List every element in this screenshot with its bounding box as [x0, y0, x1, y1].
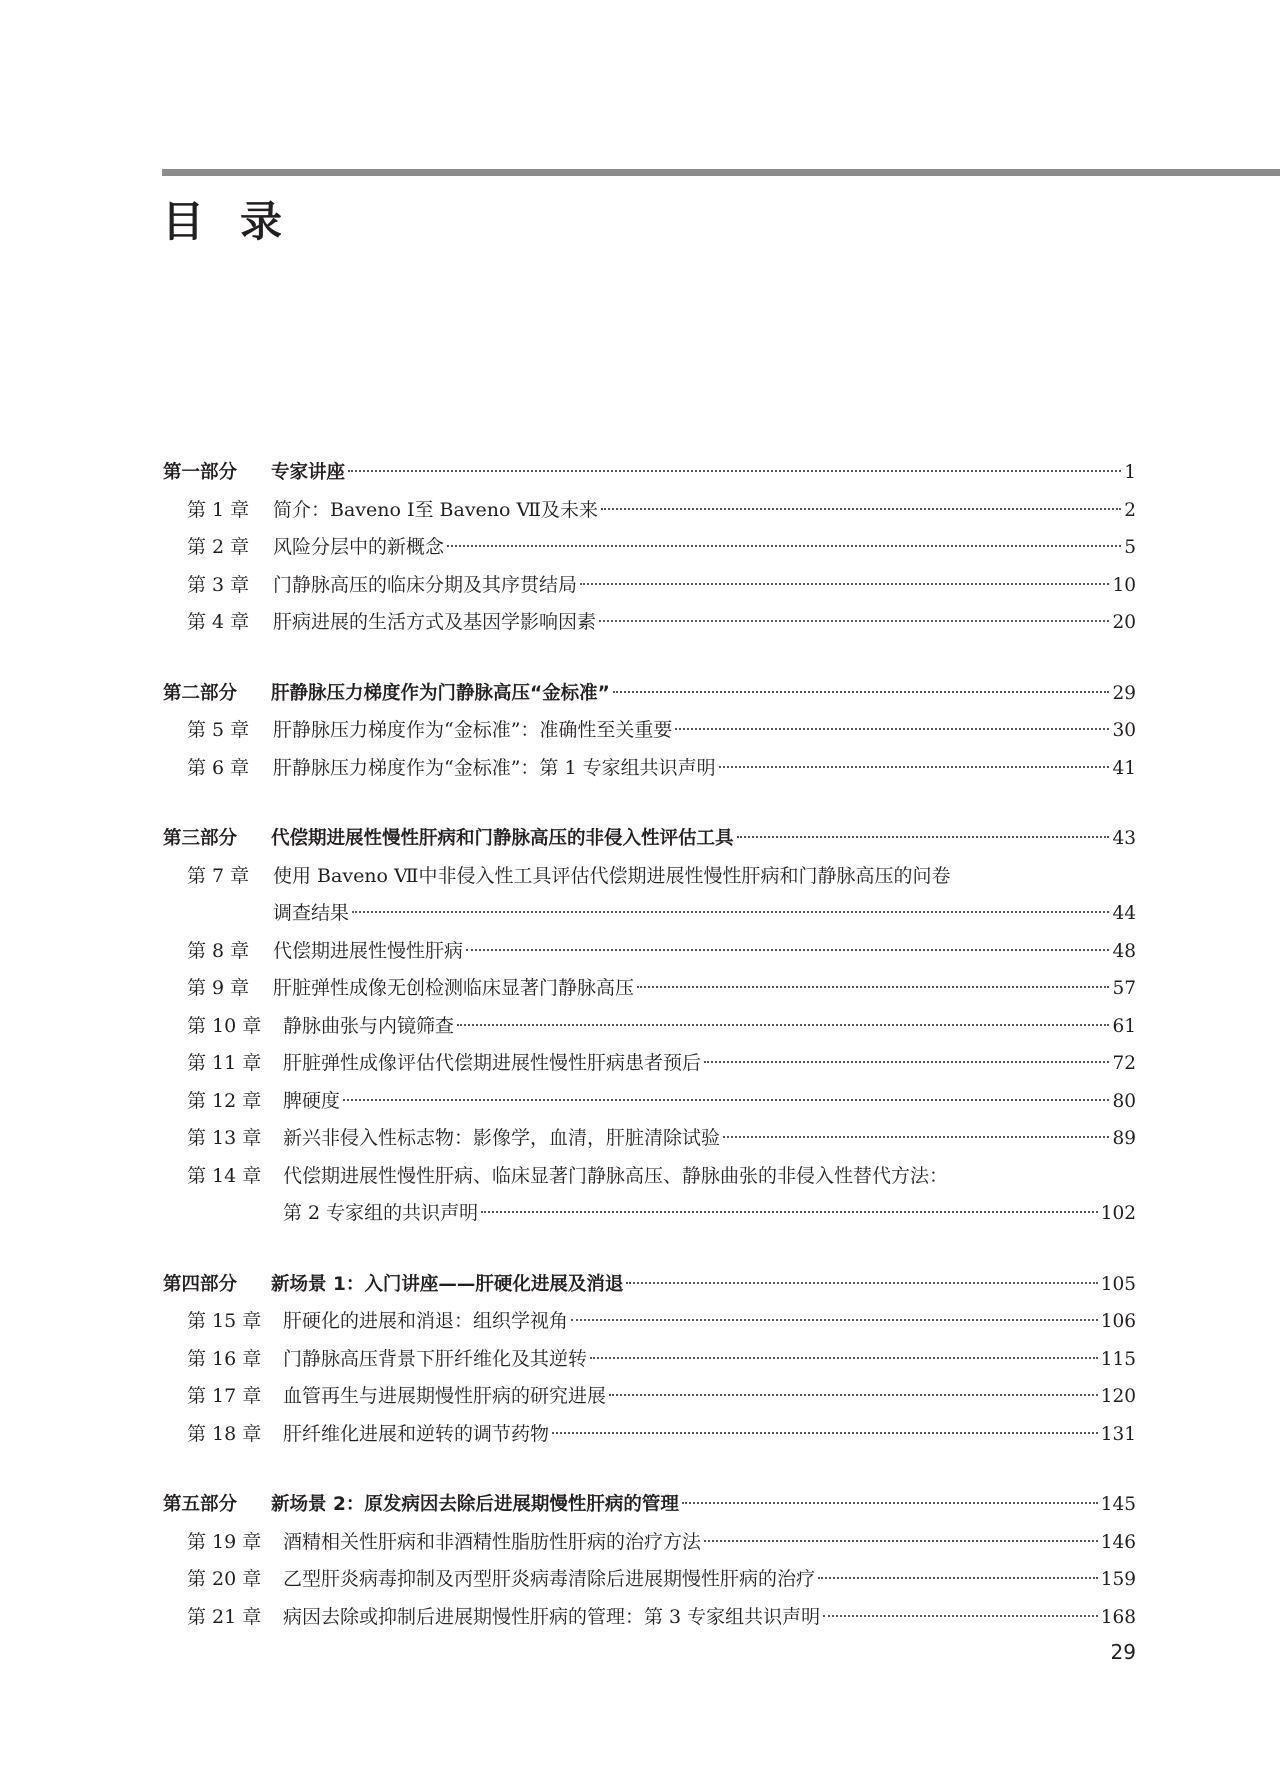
- toc-entry-page: 115: [1100, 1348, 1136, 1370]
- toc-entry-number: 第 3 章: [187, 573, 250, 596]
- toc-part-entry[interactable]: [163, 1266, 1136, 1304]
- toc-entry-title: 代偿期进展性慢性肝病和门静脉高压的非侵入性评估工具: [271, 828, 734, 849]
- dot-leader: [352, 911, 1109, 913]
- dot-leader: [823, 1615, 1098, 1617]
- table-of-contents: [163, 454, 1136, 1636]
- toc-entry-title: 简介：Baveno Ⅰ至 Baveno Ⅶ及未来: [273, 498, 599, 521]
- dot-leader: [599, 620, 1109, 622]
- toc-entry-number: 第 21 章: [187, 1605, 262, 1628]
- dot-leader: [466, 949, 1109, 951]
- dot-leader: [601, 508, 1121, 510]
- toc-entry-number: 第 5 章: [187, 719, 250, 741]
- toc-entry-number: 第 20 章: [187, 1568, 262, 1590]
- toc-entry-title: 代偿期进展性慢性肝病: [273, 939, 464, 962]
- toc-chapter-entry[interactable]: [163, 895, 1136, 933]
- toc-entry-page: 10: [1112, 574, 1136, 596]
- toc-entry-title: 肝硬化的进展和消退：组织学视角: [283, 1310, 569, 1332]
- dot-leader: [552, 1432, 1098, 1434]
- toc-part-entry[interactable]: [163, 820, 1136, 858]
- dot-leader: [447, 545, 1121, 547]
- toc-entry-number: 第 6 章: [187, 756, 250, 779]
- toc-entry-page: 106: [1100, 1311, 1136, 1332]
- toc-entry-page: 145: [1100, 1494, 1136, 1515]
- toc-entry-number: 第 12 章: [187, 1089, 262, 1112]
- toc-entry-page: 20: [1112, 612, 1136, 633]
- toc-chapter-entry[interactable]: [163, 933, 1136, 971]
- toc-entry-number: 第一部分: [163, 462, 238, 483]
- toc-entry-title: 第 2 专家组的共识声明: [283, 1202, 479, 1224]
- toc-entry-title: 脾硬度: [283, 1089, 341, 1112]
- toc-chapter-entry[interactable]: [163, 1008, 1136, 1046]
- dot-leader: [609, 1394, 1098, 1396]
- dot-leader: [719, 766, 1110, 768]
- toc-chapter-entry[interactable]: [163, 529, 1136, 567]
- toc-entry-number: 第 19 章: [187, 1530, 262, 1553]
- toc-entry-title: 使用 Baveno Ⅶ中非侵入性工具评估代偿期进展性慢性肝病和门静脉高压的问卷: [273, 864, 951, 887]
- toc-entry-number: 第 14 章: [187, 1164, 262, 1187]
- toc-entry-page: 44: [1112, 903, 1136, 924]
- toc-entry-number: 第 4 章: [187, 611, 250, 633]
- toc-entry-title: 专家讲座: [271, 462, 346, 483]
- toc-entry-page: 89: [1112, 1128, 1136, 1149]
- toc-entry-page: 48: [1112, 940, 1136, 962]
- toc-entry-number: 第 11 章: [187, 1052, 262, 1074]
- toc-entry-title: 肝静脉压力梯度作为“金标准”：第 1 专家组共识声明: [273, 756, 716, 779]
- toc-chapter-entry[interactable]: [163, 1303, 1136, 1341]
- toc-entry-title: 肝病进展的生活方式及基因学影响因素: [273, 611, 597, 633]
- toc-entry-number: 第 7 章: [187, 864, 250, 887]
- dot-leader: [704, 1061, 1109, 1063]
- toc-entry-page: 120: [1100, 1386, 1136, 1407]
- toc-chapter-entry[interactable]: [163, 970, 1136, 1008]
- toc-part-entry[interactable]: [163, 1486, 1136, 1524]
- toc-chapter-entry[interactable]: [163, 750, 1136, 788]
- toc-chapter-entry[interactable]: [163, 1120, 1136, 1158]
- toc-entry-title: 病因去除或抑制后进展期慢性肝病的管理：第 3 专家组共识声明: [283, 1605, 821, 1628]
- toc-entry-title: 门静脉高压的临床分期及其序贯结局: [273, 573, 578, 596]
- toc-chapter-entry[interactable]: [163, 1341, 1136, 1379]
- toc-chapter-entry[interactable]: [163, 1561, 1136, 1599]
- toc-entry-page: 30: [1112, 720, 1136, 741]
- dot-leader: [613, 691, 1110, 693]
- toc-entry-number: 第 9 章: [187, 977, 250, 999]
- toc-entry-title: 新兴非侵入性标志物：影像学，血清，肝脏清除试验: [283, 1127, 721, 1149]
- toc-entry-number: 第 17 章: [187, 1385, 262, 1407]
- toc-entry-page: 131: [1100, 1423, 1136, 1445]
- toc-entry-page: 80: [1112, 1090, 1136, 1112]
- top-rule: [162, 169, 1280, 176]
- toc-entry-page: 102: [1100, 1203, 1136, 1224]
- dot-leader: [481, 1211, 1098, 1213]
- toc-chapter-entry[interactable]: [163, 1378, 1136, 1416]
- section-gap: [163, 1453, 1136, 1486]
- toc-chapter-entry[interactable]: [163, 1524, 1136, 1562]
- toc-entry-page: 146: [1100, 1531, 1136, 1553]
- toc-chapter-entry[interactable]: [163, 1158, 1136, 1196]
- dot-leader: [457, 1024, 1109, 1026]
- toc-entry-title: 乙型肝炎病毒抑制及丙型肝炎病毒清除后进展期慢性肝病的治疗: [283, 1568, 816, 1590]
- toc-entry-number: 第 10 章: [187, 1014, 262, 1037]
- toc-entry-title: 酒精相关性肝病和非酒精性脂肪性肝病的治疗方法: [283, 1530, 702, 1553]
- toc-chapter-entry[interactable]: [163, 1045, 1136, 1083]
- dot-leader: [723, 1136, 1109, 1138]
- toc-entry-title: 新场景 1：入门讲座——肝硬化进展及消退: [271, 1273, 624, 1295]
- toc-chapter-entry[interactable]: [163, 604, 1136, 642]
- toc-entry-number: 第 1 章: [187, 498, 250, 521]
- toc-entry-number: 第四部分: [163, 1273, 238, 1295]
- toc-chapter-entry[interactable]: [163, 1195, 1136, 1233]
- toc-entry-page: 168: [1100, 1606, 1136, 1628]
- dot-leader: [637, 986, 1109, 988]
- toc-entry-title: 风险分层中的新概念: [273, 536, 445, 558]
- section-gap: [163, 787, 1136, 820]
- toc-entry-page: 61: [1112, 1015, 1136, 1037]
- toc-entry-title: 肝脏弹性成像无创检测临床显著门静脉高压: [273, 977, 635, 999]
- dot-leader: [348, 470, 1121, 472]
- dot-leader: [571, 1319, 1098, 1321]
- dot-leader: [580, 583, 1109, 585]
- toc-entry-title: 肝脏弹性成像评估代偿期进展性慢性肝病患者预后: [283, 1052, 702, 1074]
- toc-part-entry[interactable]: [163, 454, 1136, 492]
- section-gap: [163, 642, 1136, 675]
- toc-entry-number: 第三部分: [163, 828, 238, 849]
- toc-entry-page: 5: [1124, 537, 1136, 558]
- toc-entry-title: 调查结果: [273, 902, 350, 924]
- toc-entry-page: 159: [1100, 1569, 1136, 1590]
- toc-chapter-entry[interactable]: [163, 492, 1136, 530]
- toc-entry-title: 门静脉高压背景下肝纤维化及其逆转: [283, 1347, 588, 1370]
- toc-entry-page: 72: [1112, 1053, 1136, 1074]
- toc-entry-number: 第 16 章: [187, 1347, 262, 1370]
- dot-leader: [682, 1502, 1098, 1504]
- toc-entry-page: 2: [1124, 499, 1136, 521]
- toc-chapter-entry[interactable]: [163, 1083, 1136, 1121]
- section-gap: [163, 1233, 1136, 1266]
- dot-leader: [818, 1577, 1098, 1579]
- dot-leader: [343, 1099, 1109, 1101]
- dot-leader: [590, 1357, 1098, 1359]
- toc-entry-page: 29: [1112, 682, 1136, 704]
- toc-entry-page: 41: [1112, 757, 1136, 779]
- toc-part-entry[interactable]: [163, 675, 1136, 713]
- toc-entry-title: 新场景 2：原发病因去除后进展期慢性肝病的管理: [271, 1494, 679, 1515]
- toc-entry-page: 43: [1112, 828, 1136, 849]
- toc-entry-number: 第二部分: [163, 682, 238, 704]
- dot-leader: [737, 836, 1110, 838]
- dot-leader: [675, 728, 1109, 730]
- page-number: 29: [1110, 1640, 1136, 1664]
- toc-chapter-entry[interactable]: [163, 1416, 1136, 1454]
- toc-entry-number: 第 13 章: [187, 1127, 262, 1149]
- toc-entry-title: 肝静脉压力梯度作为门静脉高压“金标准”: [271, 682, 610, 704]
- toc-entry-number: 第 8 章: [187, 939, 250, 962]
- toc-entry-title: 静脉曲张与内镜筛查: [283, 1014, 455, 1037]
- toc-entry-title: 代偿期进展性慢性肝病、临床显著门静脉高压、静脉曲张的非侵入性替代方法：: [283, 1164, 949, 1187]
- dot-leader: [626, 1282, 1097, 1284]
- toc-entry-page: 105: [1100, 1273, 1136, 1295]
- toc-entry-title: 肝纤维化进展和逆转的调节药物: [283, 1422, 550, 1445]
- toc-chapter-entry[interactable]: [163, 712, 1136, 750]
- dot-leader: [704, 1540, 1098, 1542]
- page-title: 目录: [162, 197, 319, 246]
- toc-chapter-entry[interactable]: [163, 1599, 1136, 1637]
- toc-entry-title: 血管再生与进展期慢性肝病的研究进展: [283, 1385, 607, 1407]
- toc-entry-page: 1: [1124, 462, 1136, 483]
- toc-entry-title: 肝静脉压力梯度作为“金标准”：准确性至关重要: [273, 719, 673, 741]
- toc-chapter-entry[interactable]: [163, 858, 1136, 896]
- toc-chapter-entry[interactable]: [163, 567, 1136, 605]
- toc-entry-number: 第 15 章: [187, 1310, 262, 1332]
- toc-entry-number: 第五部分: [163, 1494, 238, 1515]
- toc-entry-number: 第 2 章: [187, 536, 250, 558]
- toc-entry-page: 57: [1112, 978, 1136, 999]
- toc-entry-number: 第 18 章: [187, 1422, 262, 1445]
